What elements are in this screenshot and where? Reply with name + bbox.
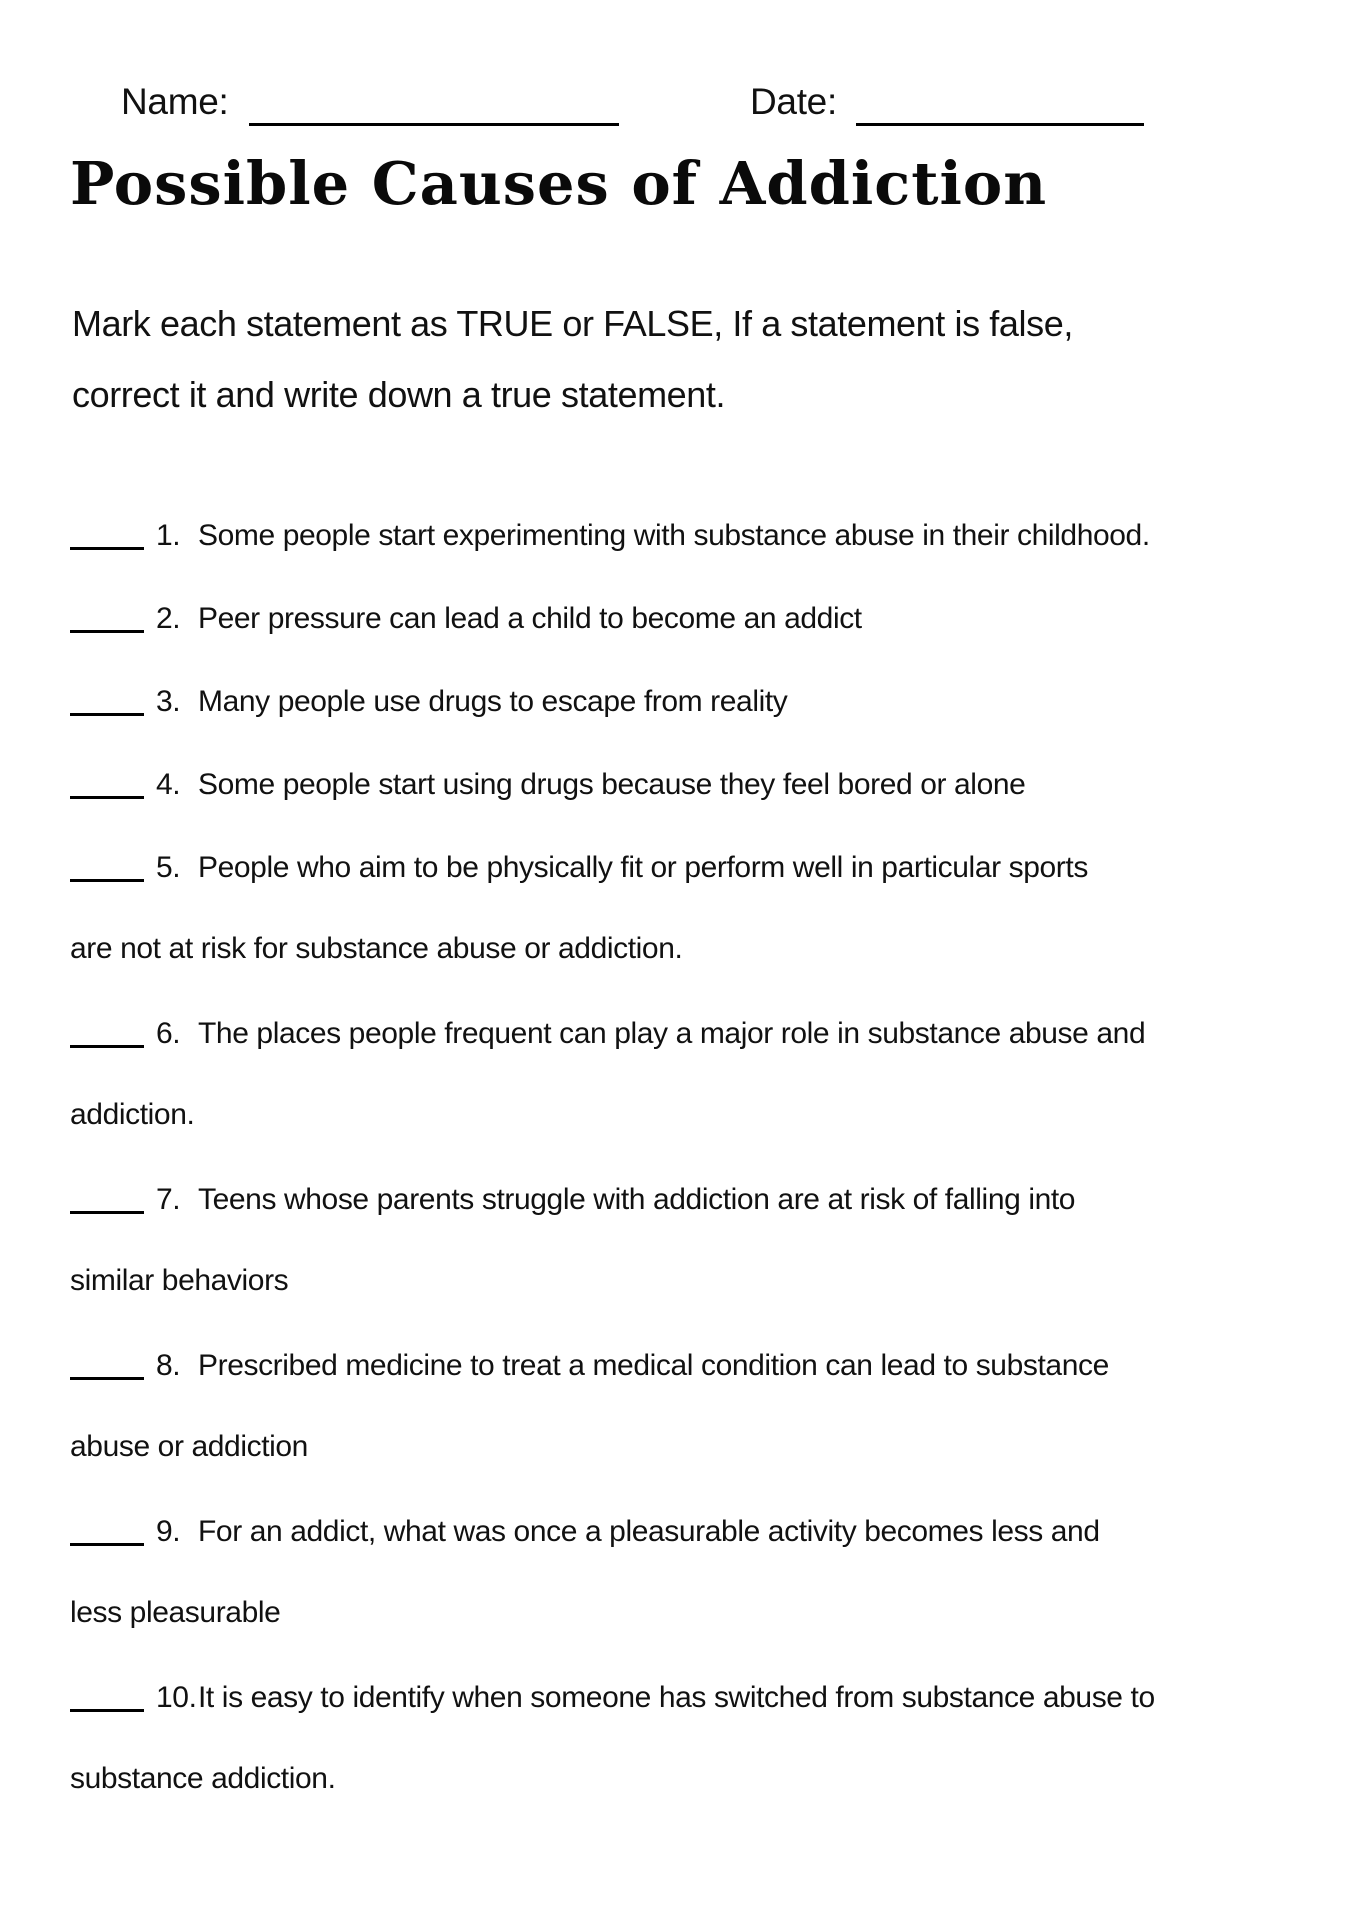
answer-blank-2[interactable]: [70, 600, 144, 633]
statement-line-10-cont: [70, 1757, 1155, 1840]
item-text: Teens whose parents struggle with addiction are at risk of falling into: [198, 1183, 1076, 1216]
answer-blank-9[interactable]: [70, 1513, 144, 1546]
date-field[interactable]: [856, 90, 1144, 126]
answer-blank-7[interactable]: [70, 1181, 144, 1214]
item-text-continuation: abuse or addiction: [70, 1430, 308, 1463]
statement-line-9-cont: [70, 1591, 1155, 1674]
date-label: Date:: [750, 81, 837, 122]
instructions-line-1: Mark each statement as TRUE or FALSE, If a statement is false,: [72, 303, 1073, 344]
item-text: Prescribed medicine to treat a medical condition can lead to substance: [198, 1349, 1109, 1382]
statement-line-5-cont: [70, 927, 1155, 1010]
statement-line-7-cont: [70, 1259, 1155, 1342]
item-text-continuation: substance addiction.: [70, 1762, 336, 1795]
name-field[interactable]: [249, 90, 619, 126]
page-title: Possible Causes of Addiction: [70, 149, 1048, 218]
answer-blank-10[interactable]: [70, 1679, 144, 1712]
item-number: 1.: [156, 519, 181, 552]
statement-line-7: [70, 1176, 1155, 1259]
item-number: 2.: [156, 602, 181, 635]
name-label: Name:: [121, 81, 229, 122]
answer-blank-3[interactable]: [70, 683, 144, 716]
statement-line-4: [70, 761, 1155, 844]
answer-blank-8[interactable]: [70, 1347, 144, 1380]
item-number: 4.: [156, 768, 181, 801]
statement-line-6-cont: [70, 1093, 1155, 1176]
item-number: 8.: [156, 1349, 181, 1382]
item-text: Some people start experimenting with substance abuse in their childhood.: [198, 519, 1150, 552]
item-text: Some people start using drugs because they feel bored or alone: [198, 768, 1026, 801]
statement-line-8: [70, 1342, 1155, 1425]
item-number: 9.: [156, 1515, 181, 1548]
item-text-continuation: less pleasurable: [70, 1596, 281, 1629]
answer-blank-5[interactable]: [70, 849, 144, 882]
instructions-line-2: correct it and write down a true statement.: [72, 374, 726, 415]
statement-line-8-cont: [70, 1425, 1155, 1508]
statement-line-9: [70, 1508, 1155, 1591]
statement-line-2: [70, 595, 1155, 678]
item-text-continuation: addiction.: [70, 1098, 195, 1131]
answer-blank-1[interactable]: [70, 517, 144, 550]
item-number: 7.: [156, 1183, 181, 1216]
item-text-continuation: similar behaviors: [70, 1264, 289, 1297]
item-text-continuation: are not at risk for substance abuse or addiction.: [70, 932, 683, 965]
item-number: 6.: [156, 1017, 181, 1050]
item-number: 10.: [156, 1681, 197, 1714]
statement-list: [70, 512, 1155, 1840]
item-text: Many people use drugs to escape from reality: [198, 685, 788, 718]
statement-line-6: [70, 1010, 1155, 1093]
item-number: 3.: [156, 685, 181, 718]
answer-blank-6[interactable]: [70, 1015, 144, 1048]
item-number: 5.: [156, 851, 181, 884]
item-text: Peer pressure can lead a child to become an addict: [198, 602, 862, 635]
statement-line-10: [70, 1674, 1155, 1757]
statement-line-3: [70, 678, 1155, 761]
answer-blank-4[interactable]: [70, 766, 144, 799]
statement-line-1: [70, 512, 1155, 595]
statement-line-5: [70, 844, 1155, 927]
item-text: It is easy to identify when someone has switched from substance abuse to: [198, 1681, 1155, 1714]
item-text: The places people frequent can play a major role in substance abuse and: [198, 1017, 1146, 1050]
item-text: People who aim to be physically fit or perform well in particular sports: [198, 851, 1088, 884]
instructions: [72, 288, 1073, 430]
item-text: For an addict, what was once a pleasurable activity becomes less and: [198, 1515, 1100, 1548]
